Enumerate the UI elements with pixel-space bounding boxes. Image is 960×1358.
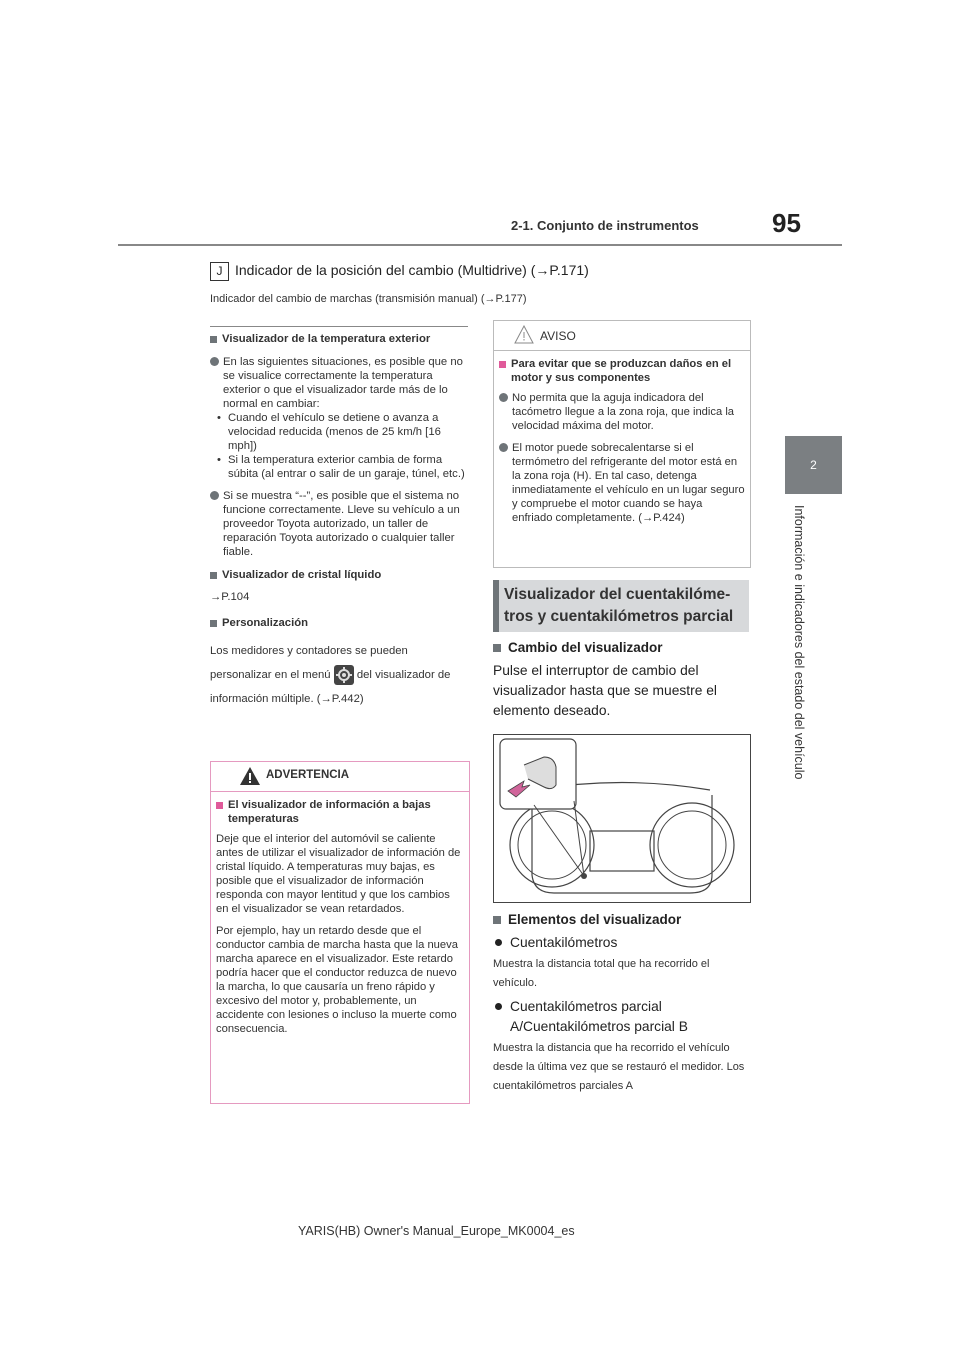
elementos-heading: Elementos del visualizador	[493, 912, 681, 927]
temp-para-2: Si se muestra “--”, es posible que el sistema no funcione correctamente. Lleve su vehículo a un proveedor Toyota autorizado, un taller de reparación Toyota autorizado o cualquier taller fiable.	[210, 489, 468, 559]
chapter-tab: 2	[785, 436, 842, 494]
temp-para-1: En las siguientes situaciones, es posible que no se visualice correctamente la temperatura exterior o que el visualizador tarde más de lo normal en cambiar:	[210, 355, 468, 411]
left-rule	[210, 326, 468, 327]
lcd-heading: Visualizador de cristal líquido	[210, 568, 468, 582]
item-tripmeter: Cuentakilómetros parcial A/Cuentakilómetros parcial B	[493, 997, 753, 1037]
section-band	[493, 580, 749, 632]
footer-text: YARIS(HB) Owner's Manual_Europe_MK0004_es	[298, 1224, 575, 1238]
notice-box	[493, 320, 751, 568]
section-band-line-2: tros y cuentakilómetros parcial	[504, 608, 734, 625]
header-divider	[118, 244, 842, 246]
warning-header	[211, 762, 469, 792]
instrument-cluster-illustration	[493, 734, 751, 903]
cambio-text: Pulse el interruptor de cambio del visualizador hasta que se muestre el elemento deseado.	[493, 663, 717, 718]
temp-bullet-1: • Cuando el vehículo se detiene o avanza a velocidad reducida (menos de 25 km/h [16 mph])	[217, 412, 441, 452]
j-indicator-line	[210, 262, 589, 281]
item-tripmeter-desc: Muestra la distancia que ha recorrido el vehículo desde la última vez que se restauró el medidor. Los cuentakilómetros parciales A	[493, 1042, 745, 1092]
j-indicator-text: Indicador de la posición del cambio (Multidrive) (→P.171)	[235, 262, 589, 279]
warning-triangle-icon	[239, 766, 261, 786]
item-odometer: Cuentakilómetros	[493, 933, 753, 953]
notice-heading: Para evitar que se produzcan daños en el motor y sus componentes	[499, 357, 745, 385]
warning-box	[210, 761, 470, 1104]
temp-bullet-2: • Si la temperatura exterior cambia de forma súbita (al entrar o salir de un garaje, túnel, etc.)	[217, 454, 465, 480]
notice-bullet-2: El motor puede sobrecalentarse si el termómetro del refrigerante del motor está en la zona roja (H). En tal caso, detenga inmediatamente el vehículo en un lugar seguro y compruebe el motor cuando se haya enfriado completamente. (→P.424)	[499, 441, 745, 525]
warning-para-1: Deje que el interior del automóvil se caliente antes de utilizar el visualizador de información de cristal líquido. A temperaturas muy bajas, es posible que el visualizador de información responda con mayor lentitud y que los cambios en el visualizador se vean retardados.	[216, 833, 461, 915]
section-band-line-1: Visualizador del cuentakilóme-	[504, 586, 731, 603]
chapter-side-title: Información e indicadores del estado del vehículo	[792, 505, 806, 780]
notice-title: AVISO	[540, 329, 576, 343]
temp-heading: Visualizador de la temperatura exterior	[210, 332, 468, 346]
cambio-heading: Cambio del visualizador	[493, 640, 663, 655]
pers-text: Los medidores y contadores se pueden personalizar en el menú del visualizador de información múltiple. (→P.442)	[210, 645, 451, 705]
item-odometer-desc: Muestra la distancia total que ha recorrido el vehículo.	[493, 958, 710, 989]
warning-para-2: Por ejemplo, hay un retardo desde que el conductor cambia de marcha hasta que la nueva marcha aparece en el visualizador. Este retardo podría hacer que el conductor reduzca de nuevo la marcha, lo que causaría un freno rápido y excesivo del motor y, probablemente, un accidente con lesiones o incluso la muerte como consecuencia.	[216, 925, 458, 1035]
caution-triangle-icon	[514, 325, 534, 344]
section-title: 2-1. Conjunto de instrumentos	[511, 218, 699, 233]
notice-header	[494, 321, 750, 351]
warning-title: ADVERTENCIA	[266, 769, 350, 781]
warning-heading: El visualizador de información a bajas temperaturas	[216, 798, 464, 826]
temp-section	[210, 332, 468, 711]
gear-icon	[334, 665, 354, 685]
j-note: Indicador del cambio de marchas (transmisión manual) (→P.177)	[210, 293, 527, 305]
notice-bullet-1: No permita que la aguja indicadora del tacómetro llegue a la zona roja, que indica la velocidad máxima del motor.	[499, 391, 745, 433]
page-number: 95	[772, 208, 801, 238]
lcd-ref: →P.104	[210, 591, 250, 603]
item-badge: J	[210, 262, 229, 281]
pers-heading: Personalización	[210, 616, 468, 630]
